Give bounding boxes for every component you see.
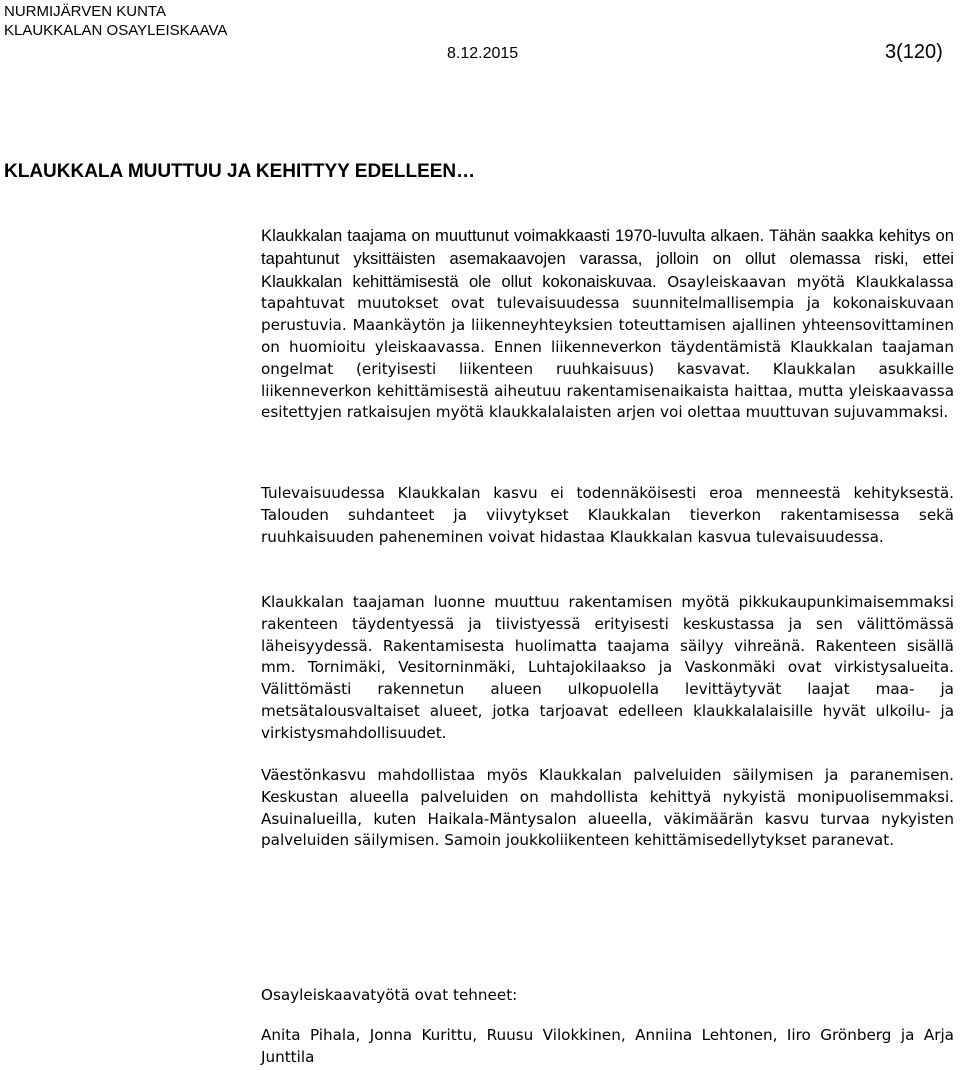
organization-header [4, 2, 227, 40]
paragraph-4: Väestönkasvu mahdollistaa myös Klaukkalan palveluiden säilymisen ja paranemisen. Keskustan alueella palveluiden on mahdollista kehittyä nykyistä monipuolisemmaksi. Asuinalueilla, kuten Haikala-Mäntysalon alueella, väkimäärän kasvu turvaa nykyisten palveluiden säilymisen. Samoin joukkoliikenteen kehittämisedellytykset paranevat. [261, 766, 954, 850]
municipality-name: NURMIJÄRVEN KUNTA [4, 3, 166, 20]
credits-heading: Osayleiskaavatyötä ovat tehneet: [261, 986, 518, 1004]
document-date: 8.12.2015 [447, 45, 519, 62]
page-number: 3(120) [885, 41, 943, 63]
plan-name: KLAUKKALAN OSAYLEISKAAVA [4, 22, 228, 39]
paragraph-1-intro: Klaukkalan taajama on muuttunut voimakkaasti 1970-luvulta alkaen. Tähän saakka kehitys on tapahtunut yksittäisten asemakaavojen varassa, jolloin on ollut olemassa riski, ettei Klaukkalan kehittämisestä ole ollut kokonaiskuvaa. [261, 226, 954, 291]
credits-names: Anita Pihala, Jonna Kurittu, Ruusu Vilokkinen, Anniina Lehtonen, Iiro Grönberg ja Arja Junttila [261, 1026, 954, 1066]
paragraph-2: Tulevaisuudessa Klaukkalan kasvu ei todennäköisesti eroa menneestä kehityksestä. Talouden suhdanteet ja viivytykset Klaukkalan tieverkon rakentamisessa sekä ruuhkaisuuden paheneminen voivat hidastaa Klaukkalan kasvua tulevaisuudessa. [261, 484, 954, 546]
paragraph-1 [261, 225, 954, 424]
paragraph-3: Klaukkalan taajaman luonne muuttuu rakentamisen myötä pikkukaupunkimaisemmaksi rakenteen täydentyessä ja tiivistyessä erityisesti keskustassa ja sen välittömässä läheisyydessä. Rakentamisesta huolimatta taajama säilyy vihreänä. Rakenteen sisällä mm. Tornimäki, Vesitorninmäki, Luhtajokilaakso ja Vaskonmäki ovat virkistysalueita. Välittömästi rakennetun alueen ulkopuolella levittäytyvät laajat maa- ja metsätalousvaltaiset alueet, jotka tarjoavat edelleen klaukkalalaisille hyvät ulkoilu- ja virkistysmahdollisuudet. [261, 593, 954, 742]
paragraph-1-rest: Osayleiskaavan myötä Klaukkalassa tapahtuvat muutokset ovat tulevaisuudessa suunnitelmallisempia ja kokonaiskuvaan perustuvia. Maankäytön ja liikenneyhteyksien toteuttamisen ajallinen yhteensovittaminen on huomioitu yleiskaavassa. Ennen liikenneverkon täydentämistä Klaukkalan taajaman ongelmat (erityisesti liikenteen ruuhkaisuus) kasvavat. Klaukkalan asukkaille liikenneverkon kehittämisestä aiheutuu rakentamisenaikaista haittaa, mutta yleiskaavassa esitettyjen ratkaisujen myötä klaukkalalaisten arjen voi olettaa muuttuvan sujuvammaksi. [261, 272, 954, 422]
section-title: KLAUKKALA MUUTTUU JA KEHITTYY EDELLEEN… [4, 161, 476, 182]
